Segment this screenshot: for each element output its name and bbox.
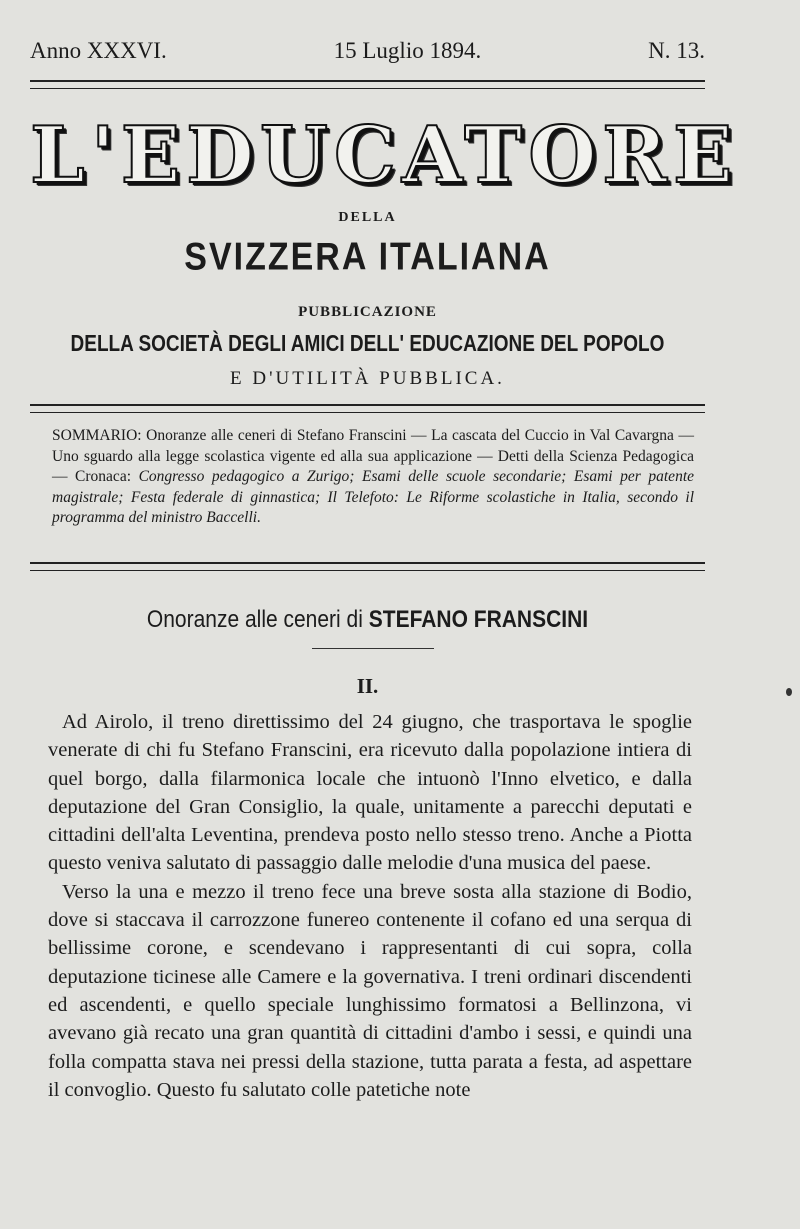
title-underline bbox=[312, 648, 434, 649]
header-rule bbox=[30, 80, 705, 89]
ink-spot bbox=[786, 688, 792, 696]
summary-text-italic: Congresso pedagogico a Zurigo; Esami delle scuole secondarie; Esami per patente magistrale; Festa federale di ginnastica; Il Telefoto: Le Riforme scolastiche in Italia, secondo il programma del ministro Baccelli. bbox=[52, 468, 695, 526]
summary-rule bbox=[30, 562, 705, 571]
volume-label: Anno XXXVI. bbox=[30, 38, 167, 63]
article-paragraph: Verso la una e mezzo il treno fece una breve sosta alla stazione di Bodio, dove si staccava il carrozzone funereo contenente il cofano ed una serqua di bellissime corone, e scendevano i rappresentanti di cui sopra, colla deputazione ticinese alle Camere e la governativa. I treni ordinari discendenti ed ascendenti, e quello speciale lunghissimo formatosi a Bellinzona, vi avevano già recato una gran quantità di cittadini d'ambo i sessi, e quindi una folla compatta stava nei pressi della stazione, tutta parata a festa, ad aspettare il convoglio. Questo fu salutato colle patetiche note bbox=[48, 880, 692, 1101]
issue-date: 15 Luglio 1894. bbox=[333, 38, 482, 63]
masthead-title: L'EDUCATORE bbox=[30, 110, 739, 201]
article-title-name: STEFANO FRANSCINI bbox=[368, 606, 589, 633]
masthead-pubblicazione: PUBBLICAZIONE bbox=[298, 304, 437, 320]
summary-block bbox=[52, 426, 694, 529]
article-body bbox=[48, 708, 692, 1104]
article-paragraph: Ad Airolo, il treno direttissimo del 24 giugno, che trasportava le spoglie venerate di chi fu Stefano Franscini, era ricevuto dalla popolazione intiera di quel borgo, dalla filarmonica locale che intuonò l'Inno elvetico, e dalla deputazione del Gran Consiglio, la quale, unitamente a parecchi deputati e cittadini dell'alta Leventina, prendeva posto nello stesso treno. Anche a Piotta questo veniva salutato di passaggio dalle melodie d'una musica del paese. bbox=[48, 711, 692, 875]
issue-number: N. 13. bbox=[648, 38, 705, 63]
masthead-utility: E D'UTILITÀ PUBBLICA. bbox=[230, 368, 505, 389]
masthead-society: DELLA SOCIETÀ DEGLI AMICI DELL' EDUCAZIONE DEL POPOLO bbox=[70, 331, 665, 357]
summary-label: SOMMARIO: bbox=[52, 427, 142, 444]
article-title-prefix: Onoranze alle ceneri di bbox=[146, 606, 363, 633]
masthead-rule bbox=[30, 404, 705, 413]
section-number: II. bbox=[356, 674, 379, 698]
issue-header bbox=[30, 38, 705, 64]
masthead-region: SVIZZERA ITALIANA bbox=[184, 235, 551, 279]
summary-text: Onoranze alle ceneri di Stefano Franscini — La cascata del Cuccio in Val Cavargna — Uno sguardo alla legge scolastica vigente ed alla sua applicazione — Detti della Scienza Pedagogica — Cronaca: bbox=[52, 427, 694, 485]
article-title bbox=[30, 606, 705, 634]
masthead-della: DELLA bbox=[338, 210, 397, 225]
